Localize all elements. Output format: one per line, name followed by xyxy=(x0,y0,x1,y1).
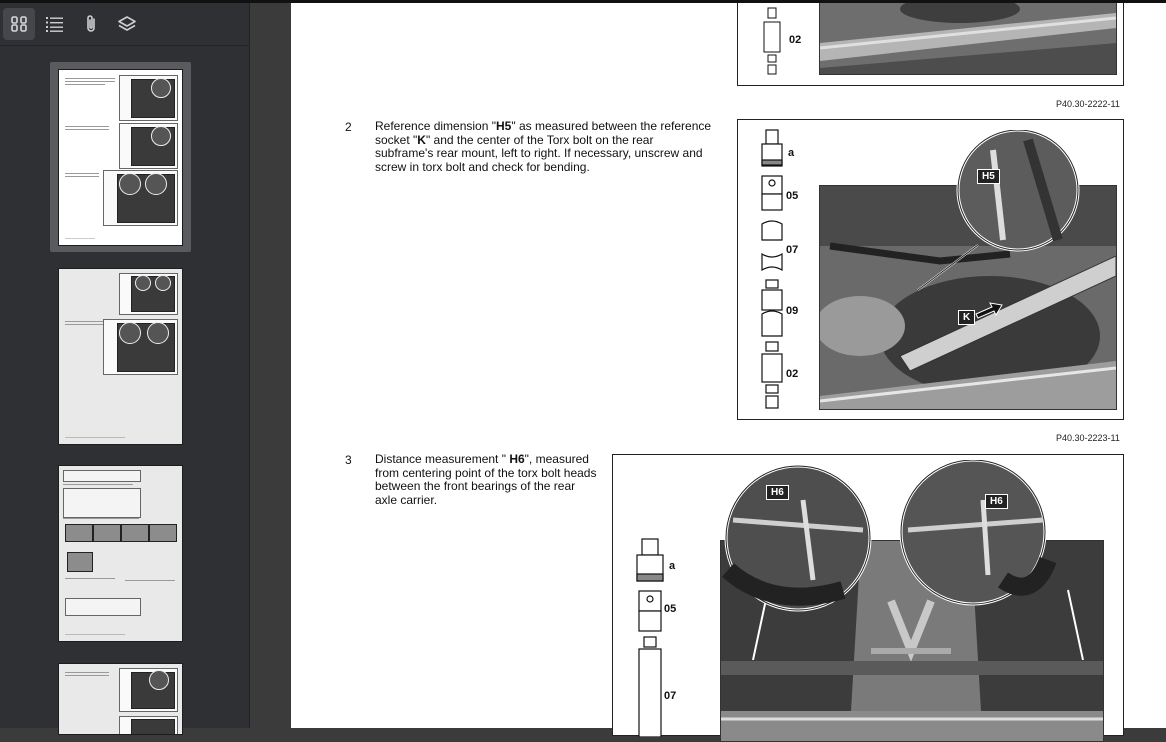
figure-caption: P40.30-2223-11 xyxy=(1056,433,1120,443)
page-thumbnail-3[interactable] xyxy=(59,466,182,641)
step-number: 2 xyxy=(345,120,352,134)
figure-step-3 xyxy=(612,454,1124,736)
figure-top xyxy=(737,3,1124,86)
tool-label-02: 02 xyxy=(786,368,799,380)
paperclip-icon xyxy=(82,14,100,34)
layers-view-button[interactable] xyxy=(111,8,143,40)
marker-h5: H5 xyxy=(977,169,1000,184)
page-thumbnail-1[interactable] xyxy=(59,70,182,245)
figure-caption: P40.30-2222-11 xyxy=(1056,99,1120,109)
document-page xyxy=(291,3,1166,728)
tool-label-07: 07 xyxy=(664,690,677,702)
detail-callout xyxy=(908,130,1098,300)
tool-label-05: 05 xyxy=(786,190,799,202)
socket-tool-icon xyxy=(762,5,782,77)
page-gutter xyxy=(250,3,290,728)
step-2-text: Reference dimension "H5" as measured between the reference socket "K" and the center of the Torx bolt on the rear subframe's rear mount, left to right. If necessary, unscrew and screw in torx bolt and check for bending. xyxy=(375,119,712,174)
marker-h6-left: H6 xyxy=(766,485,789,500)
tool-label-a: a xyxy=(669,560,676,572)
attachments-view-button[interactable] xyxy=(75,8,107,40)
tool-label-09: 09 xyxy=(786,305,799,317)
tool-set-icon xyxy=(633,537,667,737)
outline-view-button[interactable] xyxy=(39,8,71,40)
layers-icon xyxy=(117,15,137,33)
page-thumbnail-2[interactable] xyxy=(59,269,182,444)
tool-label: 02 xyxy=(789,34,802,46)
step-3-text: Distance measurement " H6", measured from centering point of the torx bolt heads between the front bearings of the rear axle carrier. xyxy=(375,452,597,507)
list-outline-icon xyxy=(45,15,65,33)
step-number: 3 xyxy=(345,453,352,467)
thumbnails-view-button[interactable] xyxy=(3,8,35,40)
tool-label-07: 07 xyxy=(786,244,799,256)
photo-top xyxy=(819,3,1117,75)
underbody-photo xyxy=(820,3,1116,74)
arrow-icon xyxy=(974,301,1004,319)
page-thumbnail-4[interactable] xyxy=(59,664,182,734)
tool-label-a: a xyxy=(788,147,795,159)
tool-label-05: 05 xyxy=(664,603,677,615)
thumbnails-grid-icon xyxy=(10,15,28,33)
marker-h6-right: H6 xyxy=(985,494,1008,509)
sidebar-toolbar xyxy=(0,3,249,46)
figure-step-2 xyxy=(737,119,1124,420)
marker-k: K xyxy=(958,310,975,325)
sidebar xyxy=(0,3,250,728)
tool-set-icon xyxy=(758,128,786,413)
